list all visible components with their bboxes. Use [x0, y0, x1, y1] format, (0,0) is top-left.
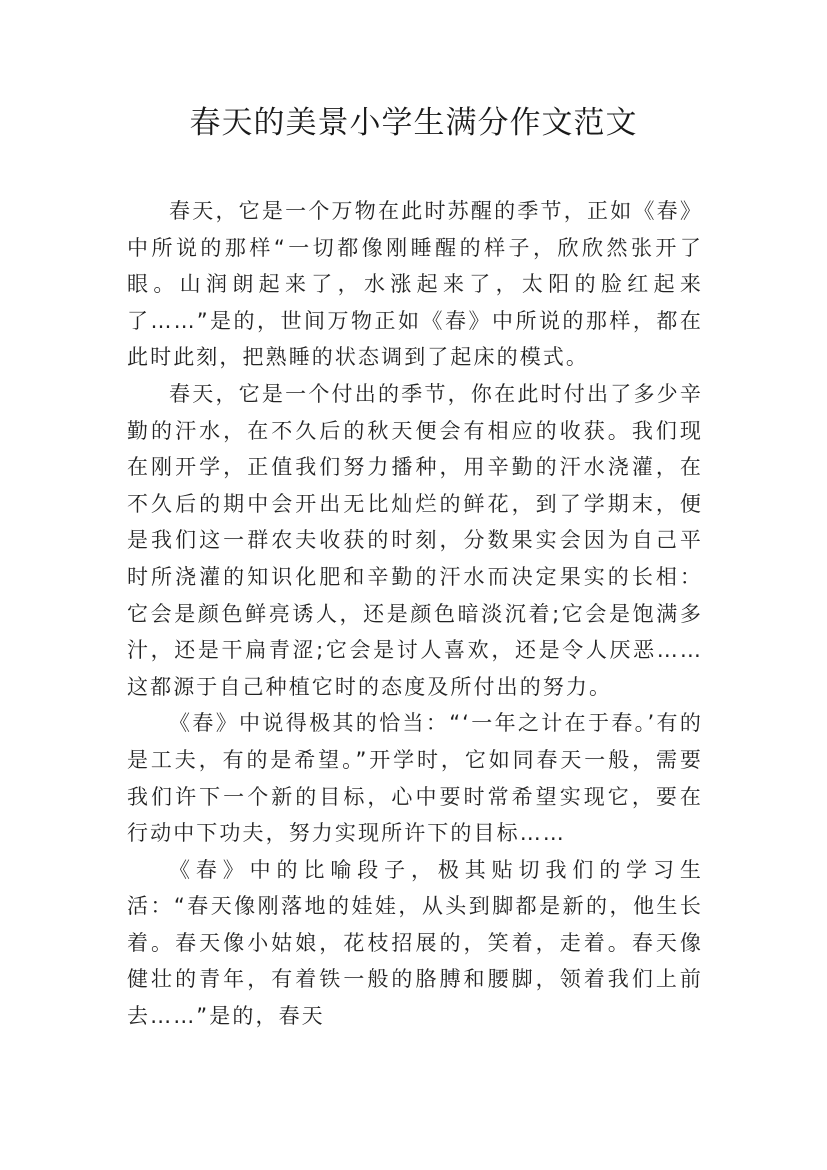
paragraph-1: 春天，它是一个万物在此时苏醒的季节，正如《春》中所说的那样“一切都像刚睡醒的样子，欣欣然张开了眼。山润朗起来了，水涨起来了，太阳的脸红起来了……”是的，世间万物正如《春》中所说的那样，都在此时此刻，把熟睡的状态调到了起床的模式。	[127, 199, 703, 370]
document-body	[127, 193, 703, 1035]
paragraph-3: 《春》中说得极其的恰当：“‘一年之计在于春。’有的是工夫，有的是希望。”开学时，它如同春天一般，需要我们许下一个新的目标，心中要时常希望实现它，要在行动中下功夫，努力实现所许下的目标……	[127, 711, 703, 846]
paragraph-4: 《春》中的比喻段子，极其贴切我们的学习生活：“春天像刚落地的娃娃，从头到脚都是新的，他生长着。春天像小姑娘，花枝招展的，笑着，走着。春天像健壮的青年，有着铁一般的胳膊和腰脚，领着我们上前去……”是的，春天	[127, 857, 703, 1029]
paragraph-2: 春天，它是一个付出的季节，你在此时付出了多少辛勤的汗水，在不久后的秋天便会有相应的收获。我们现在刚开学，正值我们努力播种，用辛勤的汗水浇灌，在不久后的期中会开出无比灿烂的鲜花，到了学期末，便是我们这一群农夫收获的时刻，分数果实会因为自己平时所浇灌的知识化肥和辛勤的汗水而决定果实的长相：它会是颜色鲜亮诱人，还是颜色暗淡沉着;它会是饱满多汁，还是干扁青涩;它会是讨人喜欢，还是令人厌恶……这都源于自己种植它时的态度及所付出的努力。	[127, 381, 703, 699]
document-title: 春天的美景小学生满分作文范文	[189, 105, 638, 141]
